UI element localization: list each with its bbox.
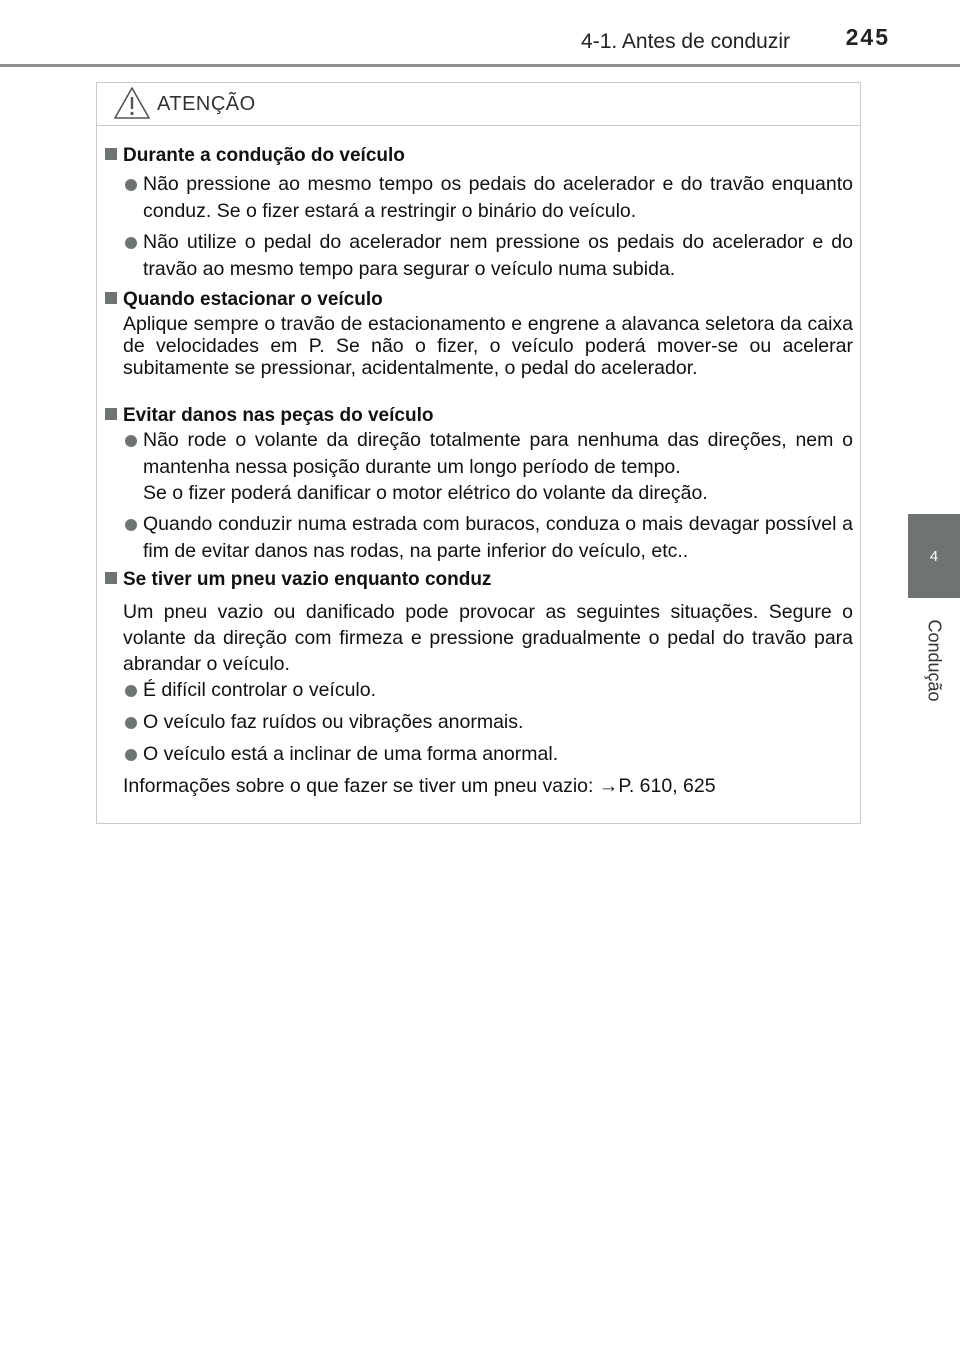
list-item-text: Não utilize o pedal do acelerador nem pressione os pedais do acelerador e do travão ao mesmo tempo para segurar o veículo numa subida. — [143, 231, 853, 280]
list-item — [127, 229, 853, 283]
heading-text: Quando estacionar o veículo — [123, 289, 383, 310]
bullet-dot-icon — [125, 519, 137, 531]
bullet-dot-icon — [125, 435, 137, 447]
warning-title: ATENÇÃO — [157, 93, 256, 115]
bullet-dot-icon — [125, 685, 137, 697]
chapter-tab[interactable] — [908, 514, 960, 598]
section-paragraph: Um pneu vazio ou danificado pode provocar as seguintes situações. Segure o volante da direção com firmeza e pressione gradualmente o pedal do travão para abrandar o veículo. — [123, 601, 853, 675]
page-number: 245 — [845, 24, 890, 50]
list-item-text: O veículo faz ruídos ou vibrações anormais. — [143, 711, 524, 733]
list-item-text: É difícil controlar o veículo. — [143, 679, 377, 701]
bullet-dot-icon — [125, 237, 137, 249]
list-item — [127, 741, 853, 768]
section-heading — [105, 405, 433, 427]
section-paragraph: Aplique sempre o travão de estacionamento e engrene a alavanca seletora da caixa de velocidades em P. Se não o fizer, o veículo poderá mover-se ou acelerar subitamente se pressionar, acidentalmente, o pedal do acelerador. — [123, 313, 853, 379]
chapter-label — [916, 605, 952, 715]
chapter-number: 4 — [929, 547, 939, 565]
header-divider — [0, 64, 960, 67]
warning-triangle-icon — [113, 86, 151, 120]
list-item-text: Quando conduzir numa estrada com buracos, conduza o mais devagar possível a fim de evitar danos nas rodas, na parte inferior do veículo, etc.. — [143, 513, 853, 562]
list-item — [127, 677, 853, 704]
chapter-title: Condução — [924, 618, 945, 702]
square-bullet-icon — [105, 408, 117, 420]
list-item-text: O veículo está a inclinar de uma forma anormal. — [143, 743, 559, 765]
bullet-dot-icon — [125, 179, 137, 191]
list-item-continuation: Se o fizer poderá danificar o motor elétrico do volante da direção. — [143, 482, 708, 504]
warning-header — [97, 83, 860, 126]
list-item — [127, 511, 853, 565]
heading-text: Durante a condução do veículo — [123, 145, 405, 166]
page-reference[interactable]: Informações sobre o que fazer se tiver um pneu vazio: →P. 610, 625 — [123, 775, 716, 797]
section-heading — [105, 145, 405, 167]
list-item — [127, 171, 853, 225]
square-bullet-icon — [105, 148, 117, 160]
section-heading — [105, 289, 383, 311]
heading-text: Se tiver um pneu vazio enquanto conduz — [123, 569, 492, 590]
bullet-dot-icon — [125, 717, 137, 729]
section-heading — [105, 569, 491, 591]
list-item-text: Não rode o volante da direção totalmente para nenhuma das direções, nem o mantenha nessa posição durante um longo período de tempo. — [143, 429, 853, 478]
list-item — [127, 709, 853, 736]
header-section-title: 4-1. Antes de conduzir — [581, 30, 790, 53]
warning-box — [96, 82, 861, 824]
list-item — [127, 427, 853, 481]
square-bullet-icon — [105, 292, 117, 304]
list-item-text: Não pressione ao mesmo tempo os pedais do acelerador e do travão enquanto conduz. Se o fizer estará a restringir o binário do veículo. — [143, 173, 853, 222]
heading-text: Evitar danos nas peças do veículo — [123, 405, 434, 426]
square-bullet-icon — [105, 572, 117, 584]
bullet-dot-icon — [125, 749, 137, 761]
